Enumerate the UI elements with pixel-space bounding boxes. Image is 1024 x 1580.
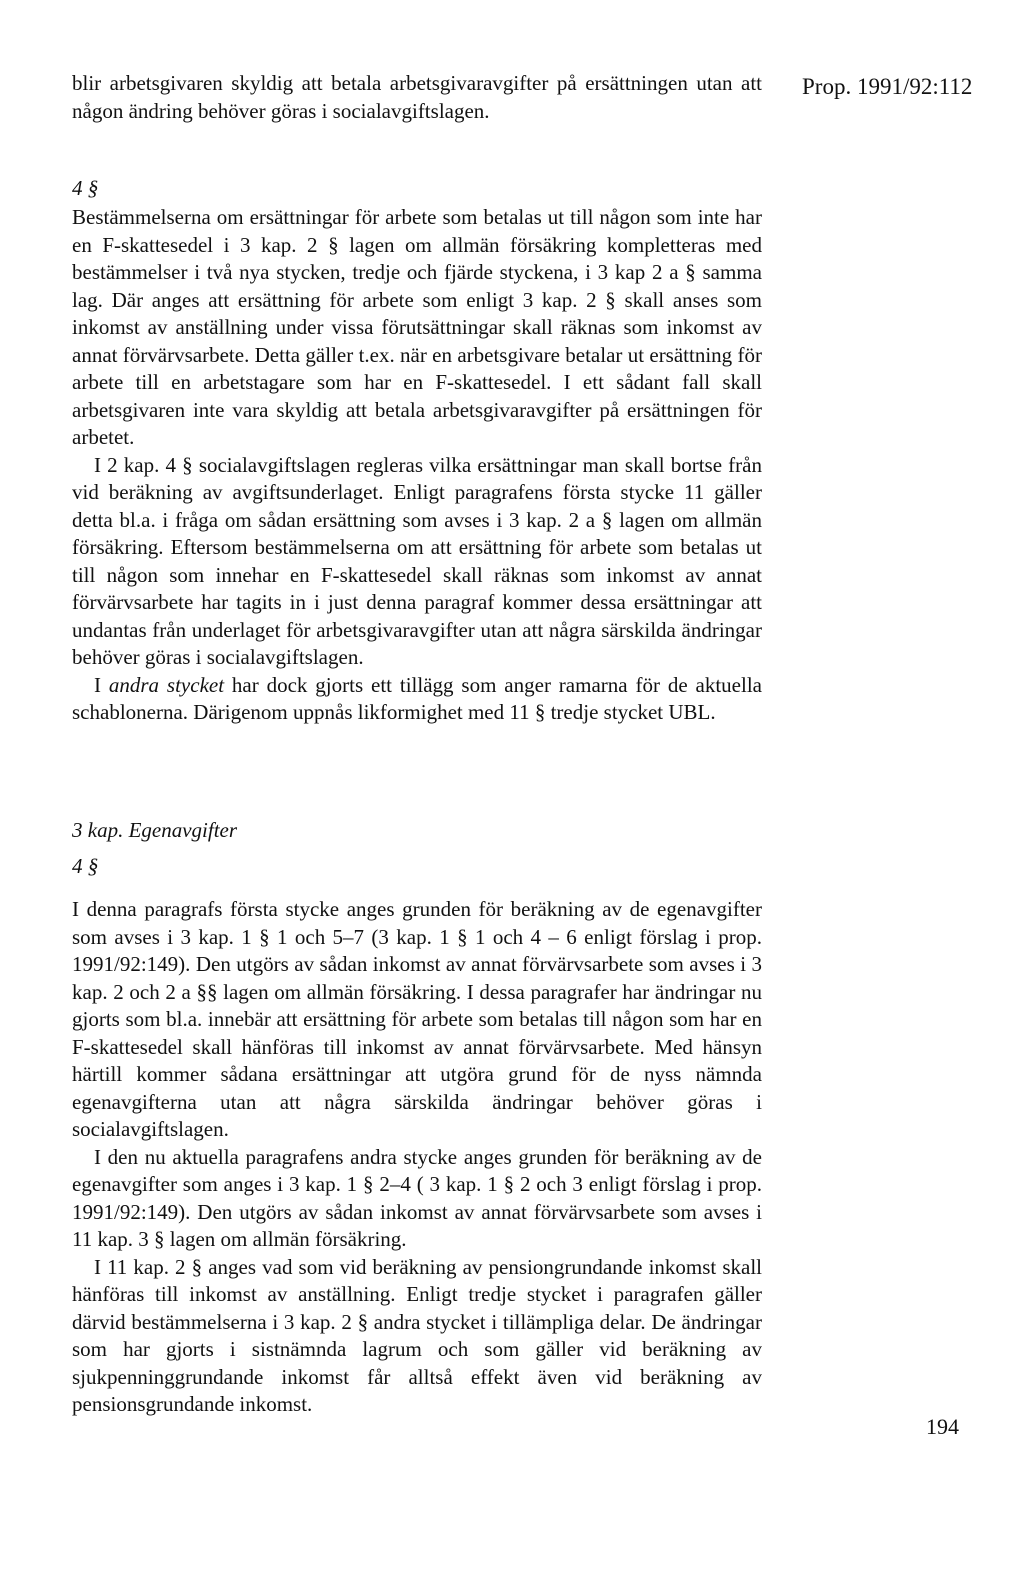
paragraph: I 2 kap. 4 § socialavgiftslagen regleras vilka ersättningar man skall bortse från vid beräkning av avgiftsunderlaget. Enligt paragrafens första stycke 11 gäller detta bl.a. i fråga om sådan ersättning som avses i 3 kap. 2 a § lagen om allmän försäkring. Eftersom bestämmelserna om att ersättning för arbete som betalas ut till någon som innehar en F-skattesedel skall räknas som inkomst av annat förvärvsarbete har tagits in i just denna paragraf kommer dessa ersättningar att undantas från underlaget för arbetsgivaravgifter utan att några särskilda ändringar behöver göras i socialavgiftslagen.	[72, 452, 762, 669]
section-4-heading-block	[72, 174, 762, 202]
section-heading: 4 §	[72, 176, 99, 200]
paragraph: I denna paragrafs första stycke anges grunden för beräkning av de egenavgifter som avses i 3 kap. 1 § 1 och 5–7 (3 kap. 1 § 1 och 4 – 6 enligt förslag i prop. 1991/92:149). Den utgörs av sådan inkomst av annat förvärvsarbete som avses i 3 kap. 2 och 2 a §§ lagen om allmän försäkring. I dessa paragrafer har ändringar nu gjorts som bl.a. innebär att ersättning för arbete som betalas till någon som har en F-skattesedel skall hänföras till inkomst av annat förvärvsarbete. Med hänsyn härtill kommer sådana ersättningar att utgöra grund för de nyss nämnda egenavgifterna utan att några särskilda ändringar behöver göras i socialavgiftslagen.	[72, 897, 762, 1141]
paragraph: I 11 kap. 2 § anges vad som vid beräkning av pensiongrundande inkomst skall hänföras till inkomst av anställning. Enligt tredje stycket i paragrafen gäller därvid bestämmelserna i 3 kap. 2 § andra stycket i tillämpliga delar. De ändringar som har gjorts i sistnämnda lagrum och som gäller vid beräkning av sjukpenninggrundande inkomst får alltså effekt även vid beräkning av pensionsgrundande inkomst.	[72, 1254, 762, 1416]
paragraph: I den nu aktuella paragrafens andra stycke anges grunden för beräkning av de egenavgifter som anges i 3 kap. 1 § 2–4 ( 3 kap. 1 § 2 och 3 enligt förslag i prop. 1991/92:149). Den utgörs av sådan inkomst av annat förvärvsarbete som avses i 11 kap. 3 § lagen om allmän försäkring.	[72, 1144, 762, 1251]
emphasis: andra stycket	[108, 672, 225, 697]
intro-paragraph: blir arbetsgivaren skyldig att betala arbetsgivaravgifter på ersättningen utan att någon ändring behöver göras i socialavgiftslagen.	[72, 71, 762, 123]
paragraph: Bestämmelserna om ersättningar för arbete som betalas ut till någon som inte har en F-skattesedel i 3 kap. 2 § lagen om allmän försäkring kompletteras med bestämmelser i två nya stycken, tredje och fjärde styckena, i 3 kap 2 a § samma lag. Där anges att ersättning för arbete som enligt 3 kap. 2 § skall anses som inkomst av anställning under vissa förutsättningar skall räknas som inkomst av annat förvärvsarbete. Detta gäller t.ex. när en arbetsgivare betalar ut ersättning för arbete till en arbetstagare som har en F-skattesedel. I ett sådant fall skall arbetsgivaren inte vara skyldig att betala arbetsgivaravgifter på ersättningen för arbetet.	[72, 205, 762, 449]
proposition-reference: Prop. 1991/92:112	[802, 74, 973, 99]
paragraph-prefix: I	[94, 672, 109, 697]
page-number: 194	[926, 1414, 959, 1439]
chapter-heading: 3 kap. Egenavgifter	[72, 818, 238, 842]
paragraph	[72, 672, 762, 727]
section-4-body-2	[72, 896, 762, 1419]
section-4-body	[72, 204, 762, 727]
section-heading: 4 §	[72, 854, 99, 878]
intro-block	[72, 70, 762, 125]
section-4-heading-block-2	[72, 852, 762, 880]
paragraph-rest: har dock gjorts ett tillägg som anger ramarna för de aktuella schablonerna. Därigenom uppnås likformighet med 11 § tredje stycket UBL.	[72, 672, 762, 724]
chapter-heading-block	[72, 816, 762, 844]
